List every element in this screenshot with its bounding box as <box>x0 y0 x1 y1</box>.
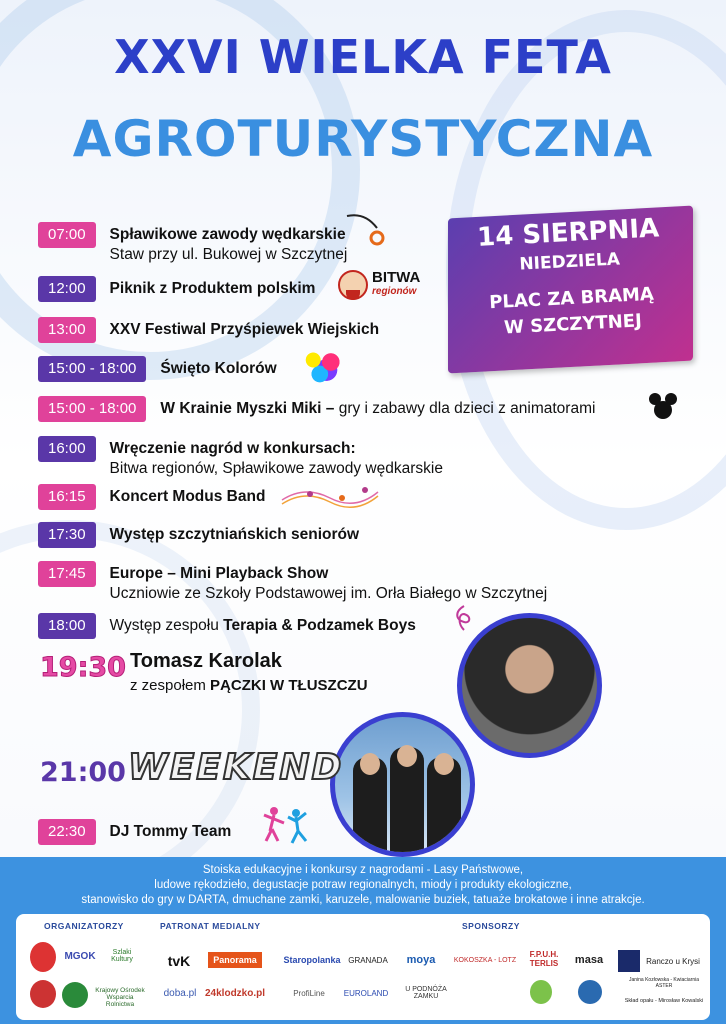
music-clef-icon <box>450 604 480 632</box>
karolak-band-name: PĄCZKI W TŁUSZCZU <box>210 677 368 694</box>
event-text <box>110 276 316 299</box>
poster-title-line1: XXVI WIELKA FETA <box>114 30 612 84</box>
time-badge: 07:00 <box>38 222 96 248</box>
ranczo-u-krysi-logo: Ranczo u Krysi <box>646 956 700 966</box>
fishing-hook-icon <box>345 212 385 248</box>
tvk-logo: tvK <box>167 953 191 969</box>
kowr-logo: Krajowy Ośrodek Wsparcia Rolnictwa <box>95 986 145 1008</box>
event-lead: Występ zespołu <box>109 617 224 634</box>
panorama-logo: Panorama <box>208 952 262 968</box>
event-text <box>160 356 276 379</box>
24klodzko-logo: 24klodzko.pl <box>205 987 266 999</box>
weekend-time: 21:00 <box>40 757 126 788</box>
event-title: Piknik z Produktem polskim <box>109 280 316 297</box>
schedule-row <box>38 613 416 639</box>
schedule-row <box>38 222 347 265</box>
time-badge: 15:00 - 18:00 <box>38 356 146 382</box>
event-text <box>110 819 232 842</box>
event-text <box>110 522 360 545</box>
weekend-band-photo <box>330 712 475 857</box>
aster-logo: Janina Kozłowska - Kwiaciarnia ASTER <box>628 977 700 989</box>
karolak-time: 19:30 <box>40 652 126 683</box>
event-place-line2: W SZCZYTNEJ <box>503 310 643 339</box>
event-title: Europe – Mini Playback Show <box>109 565 329 582</box>
music-notes-icon <box>280 480 380 510</box>
masa-logo: masa <box>574 954 604 966</box>
event-title: Święto Kolorów <box>160 360 277 377</box>
sklad-opalu-logo: Skład opału - Mirosław Kowalski <box>624 998 704 1004</box>
event-title: DJ Tommy Team <box>109 823 232 840</box>
doba-logo: doba.pl <box>163 987 197 999</box>
event-text <box>110 222 348 265</box>
time-badge: 17:30 <box>38 522 96 548</box>
event-place-line1: PLAC ZA BRAMĄ <box>488 283 655 314</box>
staropolanka-logo: Staropolanka <box>283 955 341 965</box>
organizers-label: ORGANIZATORZY <box>44 921 124 931</box>
event-text <box>110 484 266 507</box>
dancers-icon <box>262 805 312 845</box>
granada-logo: GRANADA <box>348 955 388 965</box>
bitwa-regionow-logo <box>338 270 420 300</box>
szlaki-kultury-logo: Szlaki Kultury <box>111 949 133 963</box>
bitwa-logo-sub: regionów <box>372 286 417 297</box>
color-splash-icon <box>300 346 344 386</box>
schedule-row <box>38 819 231 845</box>
terlis-logo: F.P.U.H. TERLIS <box>529 950 559 968</box>
kokoszka-lotz-logo: KOKOSZKA - LOTZ <box>453 956 517 964</box>
time-badge: 16:15 <box>38 484 96 510</box>
time-badge: 18:00 <box>38 613 96 639</box>
event-date: 14 SIERPNIA <box>476 213 660 253</box>
event-title: W Krainie Myszki Miki – <box>160 400 335 417</box>
u-podnoza-zamku-logo: U PODNÓŻA ZAMKU <box>405 986 447 1000</box>
time-badge: 12:00 <box>38 276 96 302</box>
event-text <box>110 317 380 340</box>
moya-logo: moya <box>406 954 436 966</box>
sponsors-label: SPONSORZY <box>462 921 520 931</box>
schedule-row <box>38 436 443 479</box>
time-badge: 17:45 <box>38 561 96 587</box>
time-badge: 16:00 <box>38 436 96 462</box>
karolak-block <box>130 650 368 694</box>
sponsor-round-logo <box>578 980 602 1004</box>
karolak-band <box>130 677 368 694</box>
poster-title-line2: AGROTURYSTYCZNA <box>72 110 654 168</box>
ranczo-icon <box>618 950 640 972</box>
schedule-row <box>38 356 277 382</box>
bitwa-logo-main: BITWA <box>372 269 421 286</box>
karolak-band-prefix: z zespołem <box>130 677 211 694</box>
tomasz-karolak-photo <box>457 613 602 758</box>
coat-of-arms-2-logo <box>30 980 56 1008</box>
euroland-logo: EUROLAND <box>343 988 389 998</box>
event-title: Koncert Modus Band <box>109 488 266 505</box>
footer-line: Stoiska edukacyjne i konkursy z nagrodami - Lasy Państwowe, <box>202 864 524 876</box>
gospodarstwo-logo <box>462 986 522 1000</box>
event-text <box>110 436 443 479</box>
time-badge: 22:30 <box>38 819 96 845</box>
karolak-name: Tomasz Karolak <box>130 650 282 672</box>
footer-line: stanowisko do gry w DARTA, dmuchane zamki, karuzele, malowanie buziek, tatuaże brokatowe i inne atrakcje. <box>81 894 645 906</box>
schedule-row <box>38 522 359 548</box>
media-label: PATRONAT MEDIALNY <box>160 921 261 931</box>
event-title: Terapia & Podzamek Boys <box>223 617 416 634</box>
footer-attractions <box>0 863 726 908</box>
event-subtitle: Staw przy ul. Bukowej w Szczytnej <box>109 246 348 263</box>
event-title: XXV Festiwal Przyśpiewek Wiejskich <box>109 321 380 338</box>
event-day: NIEDZIELA <box>518 249 621 275</box>
event-title: Spławikowe zawody wędkarskie <box>109 226 346 243</box>
event-text <box>110 561 548 604</box>
date-badge-text <box>445 212 696 345</box>
time-badge: 13:00 <box>38 317 96 343</box>
profiline-logo: ProfiLine <box>293 988 325 998</box>
coat-of-arms-logo <box>30 942 56 972</box>
schedule-row <box>38 484 265 510</box>
schedule-row <box>38 276 315 302</box>
schedule-row <box>38 396 595 422</box>
event-subtitle: Bitwa regionów, Spławikowe zawody wędkarskie <box>109 460 443 477</box>
event-text <box>160 396 595 419</box>
event-title: Występ szczytniańskich seniorów <box>109 526 360 543</box>
time-badge: 15:00 - 18:00 <box>38 396 146 422</box>
event-text <box>110 613 416 636</box>
green-sponsor-logo <box>530 980 552 1004</box>
weekend-logo: WEEKEND <box>128 747 344 788</box>
event-subtitle: Uczniowie ze Szkoły Podstawowej im. Orła Białego w Szczytnej <box>109 585 548 602</box>
schedule-row <box>38 561 547 604</box>
footer-line: ludowe rękodzieło, degustacje potraw regionalnych, miody i produkty ekologiczne, <box>154 879 572 891</box>
mgok-logo: MGOK <box>64 950 96 962</box>
bitwa-mascot-icon <box>338 270 368 300</box>
event-title-tail: gry i zabawy dla dzieci z animatorami <box>334 400 596 417</box>
forestry-logo <box>62 982 88 1008</box>
schedule-row <box>38 317 379 343</box>
event-title: Wręczenie nagród w konkursach: <box>109 440 356 457</box>
mickey-mouse-icon <box>648 392 678 420</box>
